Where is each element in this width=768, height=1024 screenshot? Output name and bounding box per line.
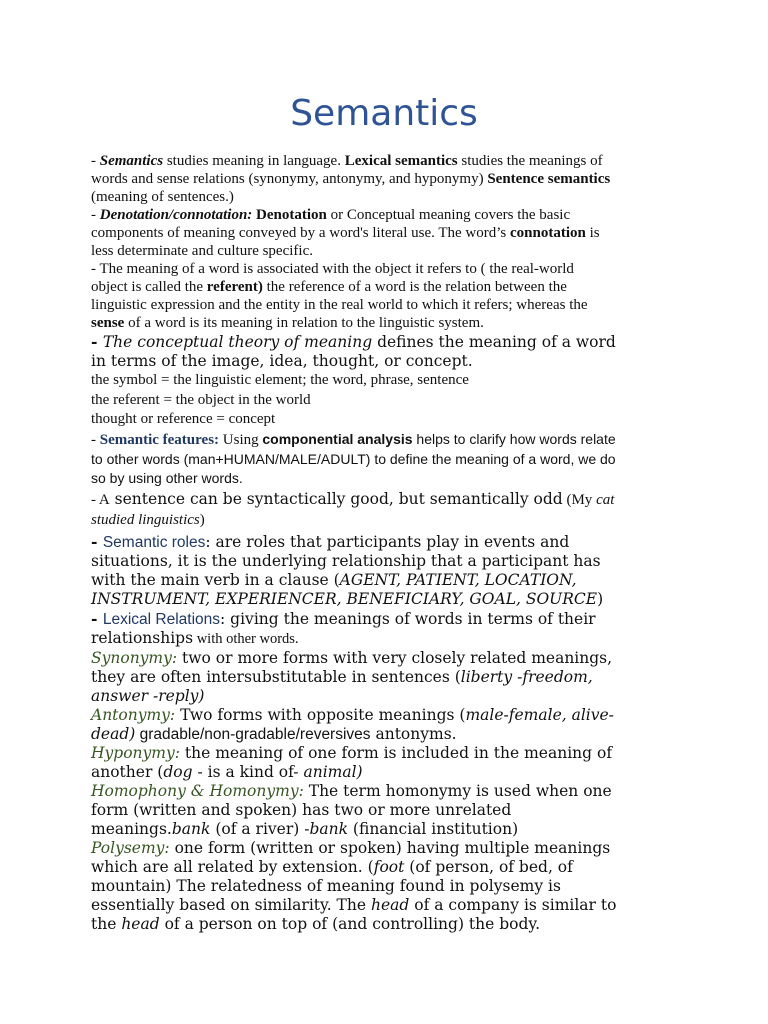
paragraph-reference <box>91 260 683 332</box>
text-line <box>91 744 683 763</box>
text-span: meanings. <box>91 820 172 838</box>
text-line <box>91 152 683 170</box>
paragraph-hyponymy <box>91 744 683 782</box>
text-span: relationships <box>91 629 194 647</box>
example-word: bank <box>309 820 348 838</box>
text-span: sentence can be syntactically good, but semantically odd <box>109 490 563 508</box>
text-span: helps to clarify how words relate <box>412 430 616 447</box>
text-span: they are often intersubstitutable in sentences ( <box>91 668 461 686</box>
text-line <box>91 609 683 629</box>
term-sentence-semantics: Sentence semantics <box>487 171 611 187</box>
example-words: liberty -freedom, <box>460 668 593 686</box>
text-span: Two forms with opposite meanings ( <box>175 706 466 724</box>
text-span: of a word is its meaning in relation to the linguistic system. <box>124 315 484 331</box>
text-span: with the main verb in a clause ( <box>91 571 340 589</box>
document-body <box>91 152 683 934</box>
example-words: answer -reply) <box>91 687 205 705</box>
text-line: so by using other words. <box>91 470 243 486</box>
text-line: to other words (man+HUMAN/MALE/ADULT) to define the meaning of a word, we do <box>91 451 616 467</box>
text-span: two or more forms with very closely related meanings, <box>177 649 613 667</box>
term-conceptual-theory: The conceptual theory of meaning <box>102 333 373 351</box>
text-line <box>91 206 683 224</box>
term-semantic-roles: Semantic roles <box>102 534 206 551</box>
text-line <box>91 532 683 552</box>
text-span: (My <box>562 492 597 508</box>
text-line <box>91 571 683 590</box>
text-line: linguistic expression and the entity in the real world to which it refers; whereas the <box>91 297 588 313</box>
text-line <box>91 590 683 609</box>
text-span: defines the meaning of a word <box>372 333 616 351</box>
text-span: ) <box>199 512 205 528</box>
text-line <box>91 706 683 725</box>
text-line <box>91 170 683 188</box>
term-denotation: Denotation <box>256 207 327 223</box>
text-span: another ( <box>91 763 164 781</box>
text-line <box>91 510 683 530</box>
bullet-dash: - <box>91 431 100 448</box>
bullet-dash: - <box>91 153 100 169</box>
paragraph-denotation <box>91 206 683 260</box>
bullet-dash: - <box>91 332 103 351</box>
term-synonymy: Synonymy: <box>91 649 178 667</box>
text-span: antonyms. <box>370 725 457 743</box>
text-line <box>91 332 683 352</box>
example-word: animal) <box>303 763 363 781</box>
example-word: dog <box>163 763 193 781</box>
text-span: ) <box>597 590 604 608</box>
text-line: - The meaning of a word is associated with the object it refers to ( the real-world <box>91 261 574 277</box>
text-span: with other words. <box>193 631 299 647</box>
example-word: cat <box>596 492 615 508</box>
role-list: AGENT, PATIENT, LOCATION, <box>339 571 577 589</box>
paragraph-semantically-odd <box>91 490 683 530</box>
text-line <box>91 224 683 242</box>
term-denotation-connotation: Denotation/connotation: <box>99 207 253 223</box>
text-line <box>91 687 683 706</box>
text-span: components of meaning conveyed by a word's literal use. The word’s <box>91 225 510 241</box>
text-span: one form (written or spoken) having multiple meanings <box>169 839 611 857</box>
text-line: thought or reference = concept <box>91 411 276 427</box>
text-line <box>91 763 683 782</box>
text-span: - is a kind of- <box>192 763 304 781</box>
text-span: Using <box>219 431 263 448</box>
text-line <box>91 629 683 649</box>
paragraph-semantic-roles <box>91 532 683 609</box>
bullet-dash: - <box>91 609 103 628</box>
text-span: the meaning of one form is included in the meaning of <box>179 744 613 762</box>
text-line <box>91 649 683 668</box>
text-line <box>91 820 683 839</box>
paragraph-synonymy <box>91 649 683 706</box>
text-line <box>91 725 683 744</box>
text-line <box>91 915 683 934</box>
text-span: the <box>91 915 122 933</box>
text-line <box>91 896 683 915</box>
paragraph-antonymy <box>91 706 683 744</box>
text-span: : giving the meanings of words in terms of their <box>220 610 596 628</box>
text-span: studies the meanings of <box>457 153 603 169</box>
antonym-types: gradable/non-gradable/reversives <box>135 726 371 743</box>
example-words: male-female, alive- <box>465 706 614 724</box>
text-span: essentially based on similarity. The <box>91 896 371 914</box>
text-span: The term homonymy is used when one <box>303 782 612 800</box>
text-span: : are roles that participants play in events and <box>205 533 570 551</box>
example-word: foot <box>373 858 405 876</box>
term-polysemy: Polysemy: <box>91 839 170 857</box>
term-referent: referent) <box>206 279 263 295</box>
text-span: - A <box>91 492 110 508</box>
term-lexical-semantics: Lexical semantics <box>344 153 458 169</box>
bullet-dash: - <box>91 207 100 223</box>
text-span: or Conceptual meaning covers the basic <box>326 207 571 223</box>
role-list: INSTRUMENT, EXPERIENCER, BENEFICIARY, GOAL, SOURCE <box>91 590 598 608</box>
term-homonymy: Homophony & Homonymy: <box>91 782 304 800</box>
text-span: which are all related by extension. ( <box>91 858 374 876</box>
paragraph-polysemy <box>91 839 683 934</box>
term-hyponymy: Hyponymy: <box>91 744 180 762</box>
paragraph-conceptual-theory <box>91 332 683 430</box>
example-phrase: studied linguistics <box>91 512 200 528</box>
text-line <box>91 278 683 296</box>
text-line: the symbol = the linguistic element; the word, phrase, sentence <box>91 372 469 388</box>
example-word: head <box>370 896 410 914</box>
text-line: less determinate and culture specific. <box>91 243 313 259</box>
text-span: is <box>585 225 600 241</box>
paragraph-semantics <box>91 152 683 206</box>
term-componential-analysis: componential analysis <box>262 430 413 447</box>
paragraph-semantic-features <box>91 430 683 489</box>
text-line <box>91 782 683 801</box>
example-word: bank <box>171 820 211 838</box>
text-line <box>91 490 683 510</box>
text-line <box>91 858 683 877</box>
paragraph-homonymy <box>91 782 683 839</box>
text-line <box>91 839 683 858</box>
text-span: of a company is similar to <box>409 896 617 914</box>
text-line <box>91 668 683 687</box>
text-line: situations, it is the underlying relationship that a participant has <box>91 552 601 570</box>
text-line: form (written and spoken) has two or more unrelated <box>91 801 512 819</box>
term-semantic-features: Semantic features: <box>99 431 220 448</box>
text-span: (of person, of bed, of <box>404 858 573 876</box>
text-line: mountain) The relatedness of meaning found in polysemy is <box>91 877 561 895</box>
bullet-dash: - <box>91 532 103 551</box>
term-semantics: Semantics <box>99 153 164 169</box>
term-antonymy: Antonymy: <box>91 706 176 724</box>
text-span: studies meaning in language. <box>163 153 345 169</box>
example-words: dead) <box>91 725 136 743</box>
text-span: object is called the <box>91 279 207 295</box>
text-line <box>91 314 683 332</box>
page-title: Semantics <box>290 93 478 134</box>
term-connotation: connotation <box>510 225 586 241</box>
term-sense: sense <box>91 315 125 331</box>
text-span: the reference of a word is the relation between the <box>262 279 567 295</box>
text-line: the referent = the object in the world <box>91 391 311 408</box>
text-line: (meaning of sentences.) <box>91 189 234 205</box>
text-line <box>91 430 683 451</box>
text-line: in terms of the image, idea, thought, or concept. <box>91 352 473 370</box>
text-span: words and sense relations (synonymy, antonymy, and hyponymy) <box>91 171 488 187</box>
paragraph-lexical-relations <box>91 609 683 649</box>
text-span: (of a river) - <box>210 820 310 838</box>
text-span: (financial institution) <box>348 820 519 838</box>
example-word: head <box>121 915 160 933</box>
text-span: of a person on top of (and controlling) the body. <box>159 915 541 933</box>
term-lexical-relations: Lexical Relations <box>102 611 221 628</box>
